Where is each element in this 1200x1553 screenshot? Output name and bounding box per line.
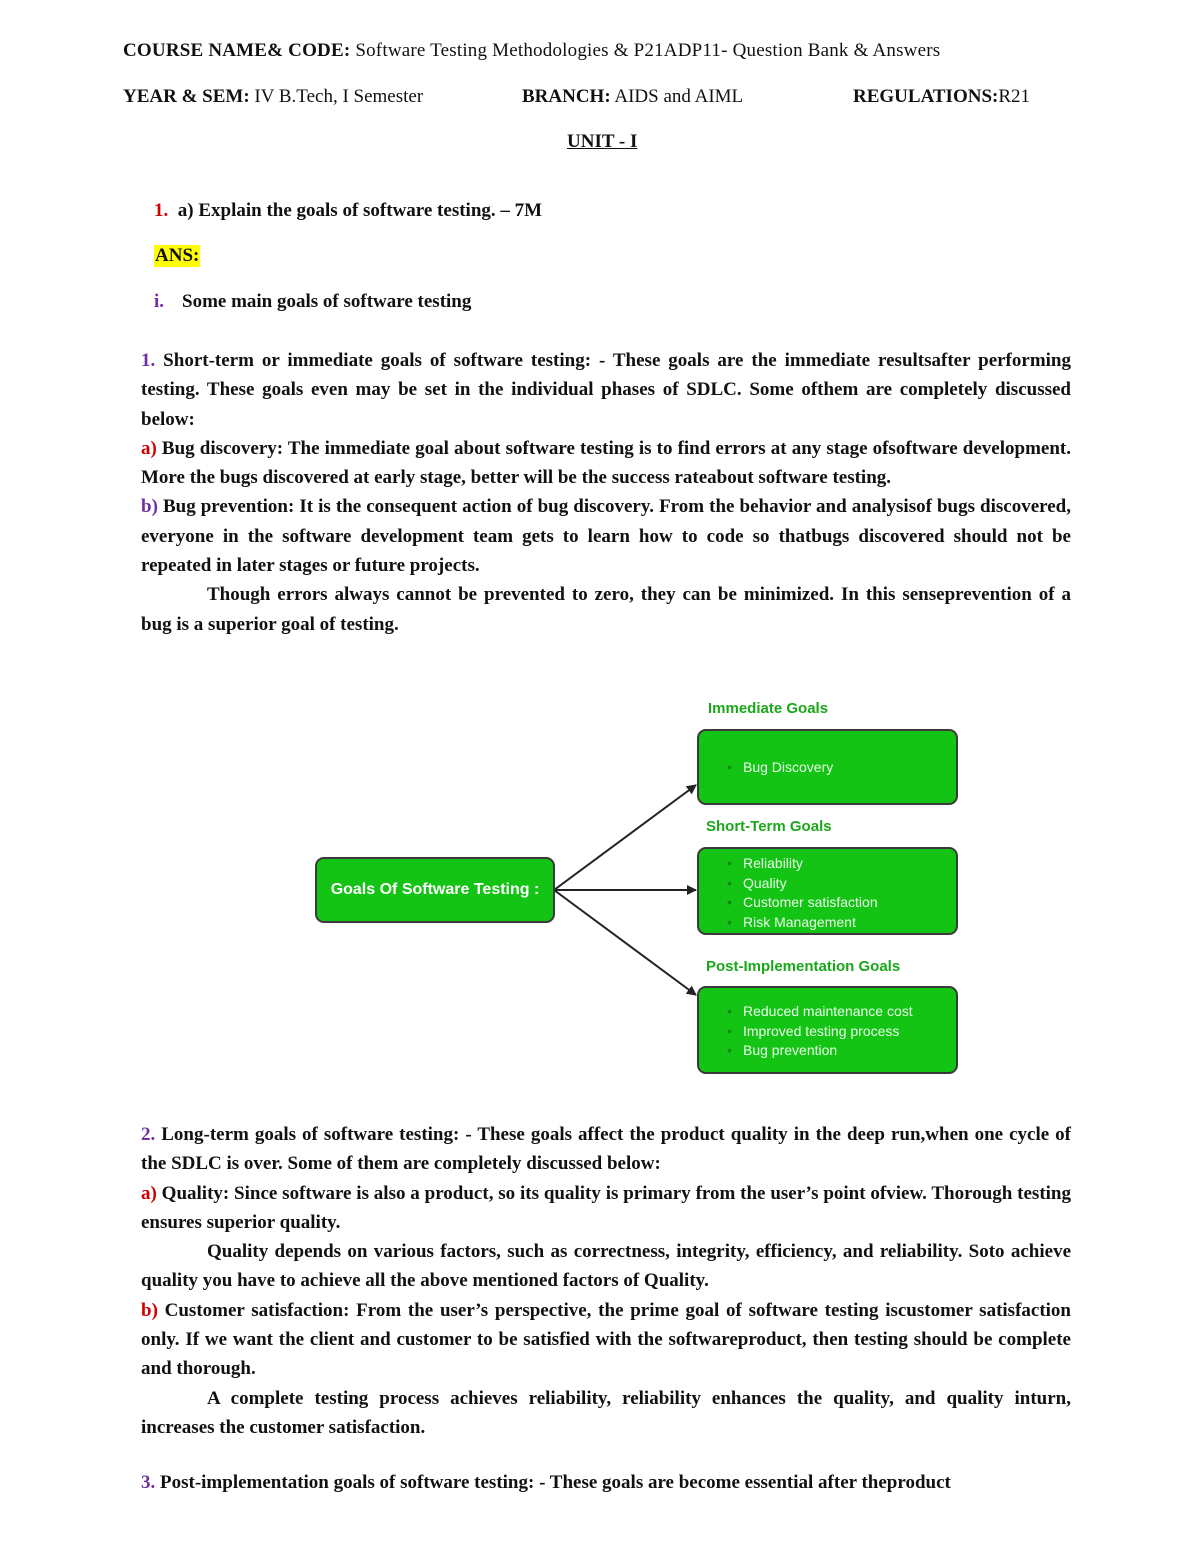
- unit-title: UNIT - I: [567, 131, 638, 152]
- goal-item: • Reliability: [727, 854, 878, 874]
- subheading-number: i.: [154, 291, 165, 312]
- main-goal-box: Goals Of Software Testing :: [315, 857, 555, 923]
- post-implementation-goals-box: [697, 986, 958, 1074]
- quality-para: a) Quality: Since software is also a product, so its quality is primary from the user’s point ofview. Thorough testing ensures superior quality.: [141, 1182, 1071, 1233]
- goal-item: • Bug Discovery: [727, 758, 833, 778]
- course-header: [123, 40, 940, 62]
- section-3-number: 3.: [141, 1472, 156, 1493]
- section-3-text: Post-implementation goals of software testing: - These goals are become essential after theproduct: [155, 1472, 951, 1493]
- item-a-label: a): [141, 1182, 157, 1204]
- section-2-number: 2.: [141, 1124, 156, 1145]
- goal-item: • Customer satisfaction: [727, 893, 878, 913]
- quality-factors-para: Quality depends on various factors, such as correctness, integrity, efficiency, and reliability. Soto achieve quality you have to achieve all the above mentioned factors of Quality.: [141, 1241, 1071, 1292]
- section-1-number: 1.: [141, 350, 156, 371]
- year-value: IV B.Tech, I Semester: [249, 86, 424, 107]
- bug-discovery-para: a) Bug discovery: The immediate goal about software testing is to find errors at any stage ofsoftware development. More the bugs discovered at early stage, better will be the success rateabout software testing.: [141, 437, 1071, 489]
- section-3: [141, 1472, 1091, 1494]
- goal-item: • Bug prevention: [727, 1041, 913, 1061]
- short-term-goals-box: [697, 847, 958, 935]
- section-1: [141, 346, 1071, 639]
- goal-item: • Risk Management: [727, 913, 878, 933]
- course-value: Software Testing Methodologies & P21ADP11- Question Bank & Answers: [350, 40, 941, 61]
- branch-value: AIDS and AIML: [610, 86, 744, 107]
- section-2: [141, 1120, 1071, 1442]
- prevention-note: Though errors always cannot be prevented to zero, they can be minimized. In this senseprevention of a bug is a superior goal of testing.: [141, 584, 1071, 635]
- goal-item: • Improved testing process: [727, 1022, 913, 1042]
- arrow-immediate: [554, 785, 696, 890]
- subheading: [154, 291, 471, 313]
- goal-item: • Reduced maintenance cost: [727, 1002, 913, 1022]
- subheading-text: Some main goals of software testing: [182, 291, 472, 312]
- section-1-lead: 1. Short-term or immediate goals of software testing: - These goals are the immediate resultsafter performing testing. These goals even may be set in the individual phases of SDLC. Some ofthem are completely discussed below:: [141, 350, 1071, 430]
- arrow-post-implementation: [554, 890, 696, 995]
- item-b-label: b): [141, 1299, 158, 1321]
- post-implementation-goals-title: Post-Implementation Goals: [706, 958, 901, 975]
- complete-testing-para: A complete testing process achieves reliability, reliability enhances the quality, and quality inturn, increases the customer satisfaction.: [141, 1387, 1071, 1438]
- immediate-goals-title: Immediate Goals: [708, 700, 829, 717]
- goals-diagram: [300, 690, 980, 1090]
- customer-satisfaction-para: b) Customer satisfaction: From the user’s perspective, the prime goal of software testing iscustomer satisfaction only. If we want the client and customer to be satisfied with the softwareproduct, then testing should be complete and thorough.: [141, 1299, 1071, 1380]
- branch: [522, 86, 743, 108]
- item-a-label: a): [141, 437, 157, 459]
- course-label: COURSE NAME& CODE:: [123, 40, 351, 61]
- item-b-label: b): [141, 496, 158, 518]
- regulations-label: REGULATIONS:: [853, 86, 999, 107]
- branch-label: BRANCH:: [522, 86, 611, 107]
- ans-label: ANS:: [155, 245, 200, 266]
- goal-item: • Quality: [727, 874, 878, 894]
- question-number: 1.: [154, 200, 169, 221]
- year-sem: [123, 86, 423, 108]
- bug-prevention-para: b) Bug prevention: It is the consequent action of bug discovery. From the behavior and analysisof bugs discovered, everyone in the software development team gets to learn how to code so thatbugs discovered should not be repeated in later stages or future projects.: [141, 496, 1071, 577]
- section-2-lead: 2. Long-term goals of software testing: - These goals affect the product quality in the deep run,when one cycle of the SDLC is over. Some of them are completely discussed below:: [141, 1124, 1071, 1175]
- regulations: [853, 86, 1030, 108]
- question-text: a) Explain the goals of software testing. – 7M: [177, 200, 543, 221]
- short-term-goals-title: Short-Term Goals: [706, 818, 832, 835]
- year-label: YEAR & SEM:: [123, 86, 250, 107]
- regulations-value: R21: [998, 86, 1031, 107]
- immediate-goals-box: [697, 729, 958, 805]
- question-1: [154, 200, 542, 222]
